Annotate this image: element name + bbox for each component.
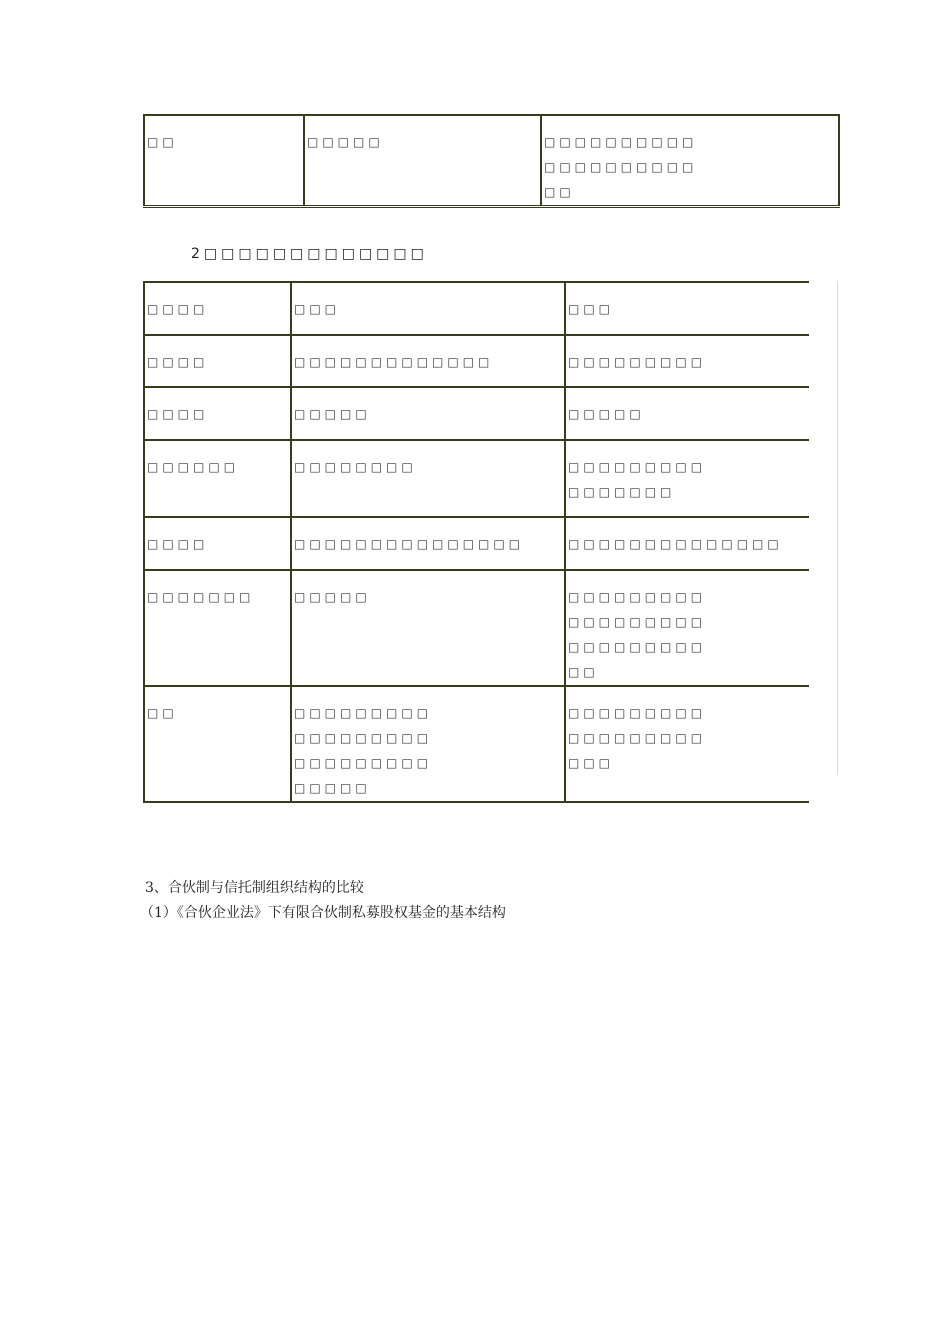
table-cell: □□ — [144, 115, 304, 207]
table-cell: □□□□ — [144, 517, 291, 570]
table-cell: □□□□□□ — [144, 440, 291, 517]
table-cell: □□ — [144, 686, 291, 802]
table-cell: □□□□□□□□□□□□□□□ — [291, 517, 565, 570]
table-row — [144, 335, 809, 387]
comparison-table-2 — [143, 281, 809, 803]
table-cell: □□□□ — [144, 282, 291, 335]
table-cell: □□□□□□□□□□□□□□□□□□□□□□□□□□□□□ — [565, 570, 809, 686]
table-cell: □□□□□ — [291, 387, 565, 440]
comparison-table-1 — [143, 114, 840, 208]
table-row — [144, 570, 809, 686]
table-cell: □□□ — [565, 282, 809, 335]
table-cell: □□□□□□□□□□□□□□□□□□□□□□□□□□□□□□□□ — [291, 686, 565, 802]
table-cell: □□□□□□□□□ — [565, 335, 809, 387]
table-cell: □□□□□□□ — [144, 570, 291, 686]
section-heading-2: 2□□□□□□□□□□□□□ — [191, 246, 428, 262]
table-row — [144, 517, 809, 570]
table-cell: □□□□□□□□□□□□□□□□□□□□□□ — [541, 115, 839, 207]
table-cell: □□□□□□□□□□□□□□□□ — [565, 440, 809, 517]
table-row — [144, 115, 839, 207]
table-row — [144, 686, 809, 802]
table-right-edge — [837, 281, 838, 775]
table-row — [144, 440, 809, 517]
subsection-heading: （1）《合伙企业法》下有限合伙制私募股权基金的基本结构 — [140, 905, 506, 921]
table-cell: □□□□□ — [304, 115, 541, 207]
section-heading-3: 3、合伙制与信托制组织结构的比较 — [145, 880, 364, 896]
table-cell: □□□□ — [144, 335, 291, 387]
table-cell: □□□□ — [144, 387, 291, 440]
table-cell: □□□□□□□□ — [291, 440, 565, 517]
table-cell: □□□□□□□□□□□□□□ — [565, 517, 809, 570]
table-cell: □□□□□ — [291, 570, 565, 686]
table-cell: □□□□□□□□□□□□□ — [291, 335, 565, 387]
table-cell: □□□□□ — [565, 387, 809, 440]
table-row — [144, 282, 809, 335]
table-row — [144, 387, 809, 440]
table-cell: □□□ — [291, 282, 565, 335]
table-cell: □□□□□□□□□□□□□□□□□□□□□ — [565, 686, 809, 802]
